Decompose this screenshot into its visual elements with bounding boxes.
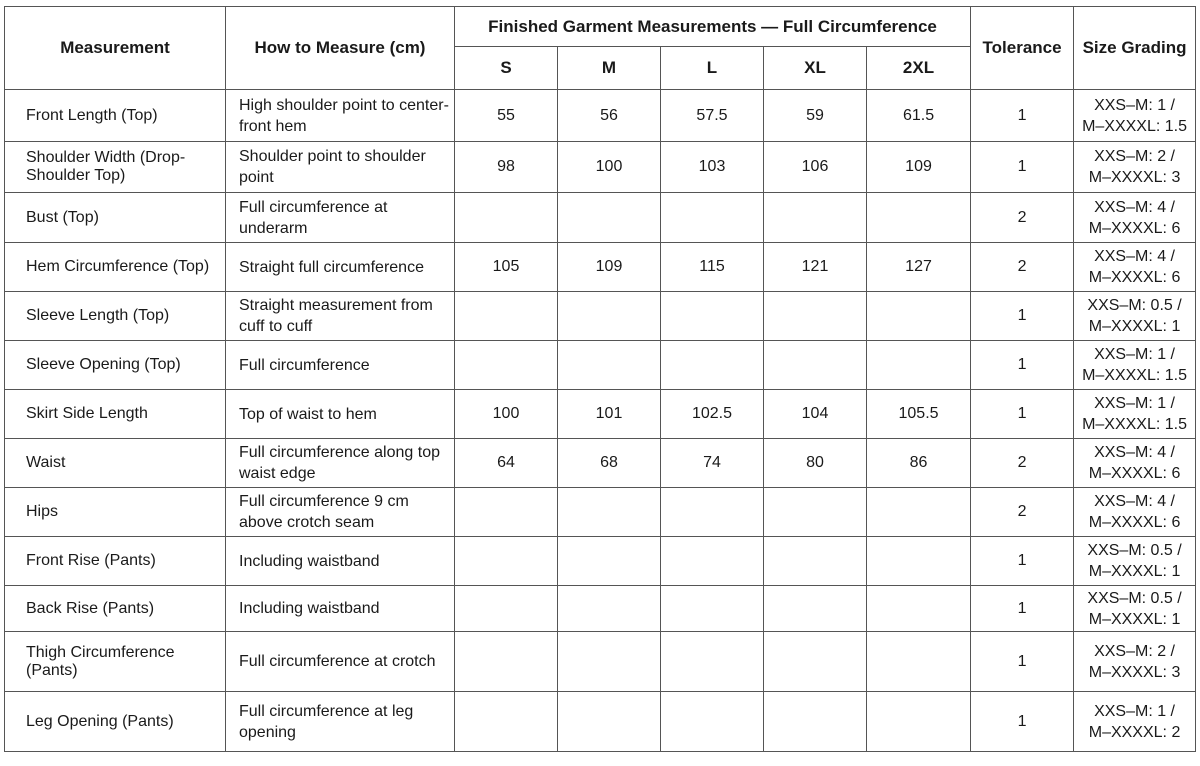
- size-2xl-cell: [867, 537, 971, 586]
- size-2xl-cell: 109: [867, 142, 971, 193]
- size-s-cell: [455, 692, 558, 752]
- tolerance-cell: 1: [971, 292, 1074, 341]
- measurement-cell: Thigh Circumference (Pants): [5, 632, 226, 692]
- size-s-cell: 100: [455, 390, 558, 439]
- table-row: [5, 193, 1196, 243]
- how-to-measure-cell: Full circumference at underarm: [226, 193, 455, 243]
- size-xl-cell: 121: [764, 243, 867, 292]
- size-l-cell: 57.5: [661, 90, 764, 142]
- table-row: [5, 142, 1196, 193]
- size-grading-cell: XXS–M: 0.5 / M–XXXXL: 1: [1074, 537, 1196, 586]
- size-s-cell: 64: [455, 439, 558, 488]
- tolerance-cell: 1: [971, 341, 1074, 390]
- measurement-cell: Waist: [5, 439, 226, 488]
- size-m-cell: 109: [558, 243, 661, 292]
- size-l-cell: 103: [661, 142, 764, 193]
- size-grading-cell: XXS–M: 0.5 / M–XXXXL: 1: [1074, 292, 1196, 341]
- size-l-cell: [661, 692, 764, 752]
- size-grading-cell: XXS–M: 4 / M–XXXXL: 6: [1074, 193, 1196, 243]
- size-2xl-cell: [867, 341, 971, 390]
- size-2xl-cell: 61.5: [867, 90, 971, 142]
- measurement-cell: Bust (Top): [5, 193, 226, 243]
- measurement-cell: Front Length (Top): [5, 90, 226, 142]
- table-row: [5, 692, 1196, 752]
- size-2xl-cell: 86: [867, 439, 971, 488]
- how-to-measure-cell: Including waistband: [226, 586, 455, 632]
- size-s-cell: [455, 632, 558, 692]
- size-l-cell: 74: [661, 439, 764, 488]
- size-2xl-cell: [867, 586, 971, 632]
- size-grading-cell: XXS–M: 4 / M–XXXXL: 6: [1074, 488, 1196, 537]
- size-l-cell: [661, 292, 764, 341]
- size-xl-cell: [764, 341, 867, 390]
- size-l-cell: 115: [661, 243, 764, 292]
- size-2xl-cell: [867, 193, 971, 243]
- tolerance-cell: 2: [971, 488, 1074, 537]
- size-grading-cell: XXS–M: 1 / M–XXXXL: 1.5: [1074, 90, 1196, 142]
- tolerance-cell: 1: [971, 632, 1074, 692]
- tolerance-cell: 1: [971, 537, 1074, 586]
- size-xl-cell: [764, 537, 867, 586]
- table-row: [5, 292, 1196, 341]
- table-row: [5, 390, 1196, 439]
- tolerance-cell: 2: [971, 439, 1074, 488]
- measurement-table: [4, 6, 1196, 752]
- header-size-xl: XL: [764, 47, 867, 90]
- header-tolerance: Tolerance: [971, 7, 1074, 90]
- size-2xl-cell: [867, 692, 971, 752]
- size-xl-cell: [764, 193, 867, 243]
- size-xl-cell: [764, 632, 867, 692]
- tolerance-cell: 1: [971, 142, 1074, 193]
- how-to-measure-cell: Full circumference along top waist edge: [226, 439, 455, 488]
- header-finished-garment-group: Finished Garment Measurements — Full Circumference: [455, 7, 971, 47]
- table-row: [5, 243, 1196, 292]
- size-l-cell: 102.5: [661, 390, 764, 439]
- how-to-measure-cell: Full circumference 9 cm above crotch seam: [226, 488, 455, 537]
- size-grading-cell: XXS–M: 1 / M–XXXXL: 2: [1074, 692, 1196, 752]
- measurement-cell: Front Rise (Pants): [5, 537, 226, 586]
- table-row: [5, 439, 1196, 488]
- size-s-cell: 55: [455, 90, 558, 142]
- measurement-cell: Leg Opening (Pants): [5, 692, 226, 752]
- measurement-cell: Hem Circumference (Top): [5, 243, 226, 292]
- size-l-cell: [661, 488, 764, 537]
- header-size-2xl: 2XL: [867, 47, 971, 90]
- size-2xl-cell: 105.5: [867, 390, 971, 439]
- size-m-cell: [558, 692, 661, 752]
- size-xl-cell: [764, 488, 867, 537]
- how-to-measure-cell: Full circumference: [226, 341, 455, 390]
- measurement-cell: Hips: [5, 488, 226, 537]
- tolerance-cell: 1: [971, 586, 1074, 632]
- size-grading-cell: XXS–M: 2 / M–XXXXL: 3: [1074, 142, 1196, 193]
- measurement-cell: Sleeve Opening (Top): [5, 341, 226, 390]
- how-to-measure-cell: Straight full circumference: [226, 243, 455, 292]
- header-how-to-measure: How to Measure (cm): [226, 7, 455, 90]
- size-l-cell: [661, 193, 764, 243]
- how-to-measure-cell: Full circumference at crotch: [226, 632, 455, 692]
- table-row: [5, 341, 1196, 390]
- size-xl-cell: 80: [764, 439, 867, 488]
- tolerance-cell: 1: [971, 90, 1074, 142]
- how-to-measure-cell: Straight measurement from cuff to cuff: [226, 292, 455, 341]
- how-to-measure-cell: Shoulder point to shoulder point: [226, 142, 455, 193]
- size-m-cell: [558, 586, 661, 632]
- table-row: [5, 488, 1196, 537]
- size-grading-cell: XXS–M: 1 / M–XXXXL: 1.5: [1074, 341, 1196, 390]
- tolerance-cell: 1: [971, 390, 1074, 439]
- size-s-cell: [455, 193, 558, 243]
- how-to-measure-cell: High shoulder point to center-front hem: [226, 90, 455, 142]
- header-size-grading: Size Grading: [1074, 7, 1196, 90]
- table-row: [5, 632, 1196, 692]
- header-size-m: M: [558, 47, 661, 90]
- table-row: [5, 537, 1196, 586]
- tolerance-cell: 1: [971, 692, 1074, 752]
- size-m-cell: [558, 488, 661, 537]
- tolerance-cell: 2: [971, 193, 1074, 243]
- tolerance-cell: 2: [971, 243, 1074, 292]
- size-xl-cell: [764, 586, 867, 632]
- measurement-cell: Skirt Side Length: [5, 390, 226, 439]
- measurement-cell: Shoulder Width (Drop-Shoulder Top): [5, 142, 226, 193]
- header-size-s: S: [455, 47, 558, 90]
- size-grading-cell: XXS–M: 0.5 / M–XXXXL: 1: [1074, 586, 1196, 632]
- size-m-cell: 56: [558, 90, 661, 142]
- size-grading-cell: XXS–M: 2 / M–XXXXL: 3: [1074, 632, 1196, 692]
- size-grading-cell: XXS–M: 4 / M–XXXXL: 6: [1074, 243, 1196, 292]
- size-s-cell: [455, 586, 558, 632]
- size-xl-cell: 106: [764, 142, 867, 193]
- size-m-cell: 68: [558, 439, 661, 488]
- size-2xl-cell: [867, 632, 971, 692]
- size-m-cell: 101: [558, 390, 661, 439]
- size-s-cell: [455, 292, 558, 341]
- size-grading-cell: XXS–M: 1 / M–XXXXL: 1.5: [1074, 390, 1196, 439]
- measurement-cell: Back Rise (Pants): [5, 586, 226, 632]
- size-s-cell: 98: [455, 142, 558, 193]
- size-l-cell: [661, 586, 764, 632]
- size-grading-cell: XXS–M: 4 / M–XXXXL: 6: [1074, 439, 1196, 488]
- size-xl-cell: 104: [764, 390, 867, 439]
- size-l-cell: [661, 537, 764, 586]
- size-s-cell: 105: [455, 243, 558, 292]
- size-m-cell: [558, 292, 661, 341]
- size-2xl-cell: 127: [867, 243, 971, 292]
- size-l-cell: [661, 341, 764, 390]
- how-to-measure-cell: Top of waist to hem: [226, 390, 455, 439]
- size-s-cell: [455, 537, 558, 586]
- size-2xl-cell: [867, 292, 971, 341]
- table-row: [5, 90, 1196, 142]
- size-xl-cell: 59: [764, 90, 867, 142]
- size-s-cell: [455, 341, 558, 390]
- size-m-cell: [558, 537, 661, 586]
- header-size-l: L: [661, 47, 764, 90]
- size-xl-cell: [764, 692, 867, 752]
- size-s-cell: [455, 488, 558, 537]
- size-xl-cell: [764, 292, 867, 341]
- size-2xl-cell: [867, 488, 971, 537]
- size-m-cell: [558, 632, 661, 692]
- header-measurement: Measurement: [5, 7, 226, 90]
- size-m-cell: [558, 341, 661, 390]
- size-l-cell: [661, 632, 764, 692]
- how-to-measure-cell: Including waistband: [226, 537, 455, 586]
- size-m-cell: 100: [558, 142, 661, 193]
- how-to-measure-cell: Full circumference at leg opening: [226, 692, 455, 752]
- measurement-cell: Sleeve Length (Top): [5, 292, 226, 341]
- table-row: [5, 586, 1196, 632]
- size-m-cell: [558, 193, 661, 243]
